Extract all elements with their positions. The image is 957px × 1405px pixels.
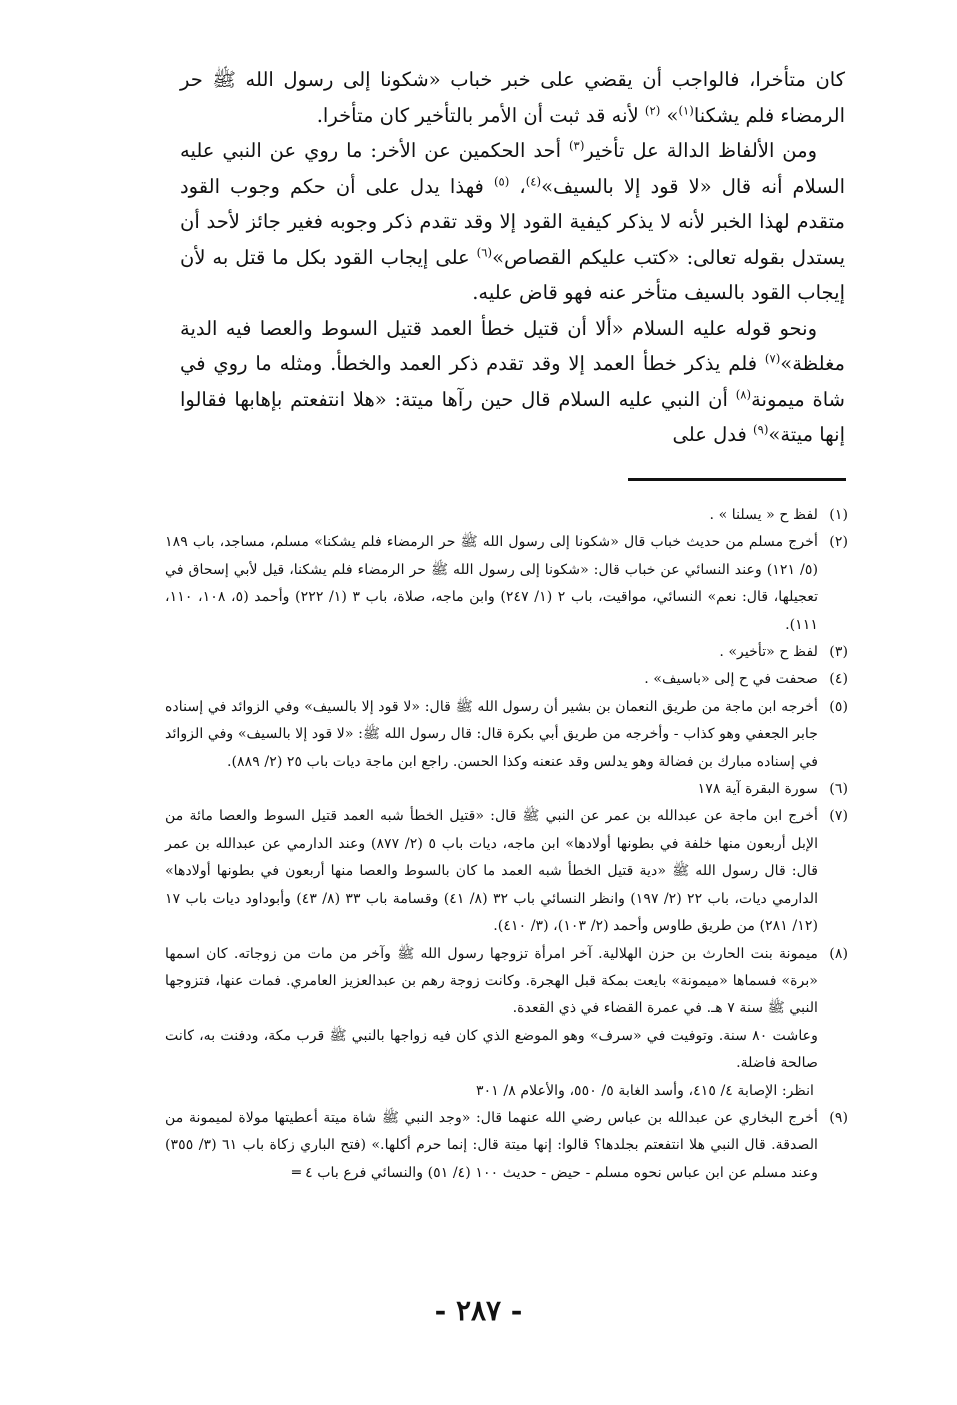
footnote-text: ميمونة بنت الحارث بن حزن الهلالية. آخر امرأة تزوجها رسول الله ﷺ وآخر من مات من زوجاته. كان اسمها «برة» فسماها «ميمونة» بايعت بمكة قبل الهجرة. وكانت زوجة رهم بن عبدالعزيز العامري. فمات عنها، فتزوجها النبي ﷺ سنة ٧ هـ. في عمرة القضاء في ذي القعدة. [165,945,818,1017]
footnote-ref-1[interactable]: (١) [678,103,694,117]
footnote-ref-7[interactable]: (٧) [764,351,781,366]
footnote-7 [165,803,848,940]
footnote-8-continuation: وعاشت ٨٠ سنة. وتوفيت في «سرف» وهو الموضع الذي كان فيه زواجها بالنبي ﷺ قرب مكة، ودفنت به، كانت صالحة فاضلة. [165,1027,819,1072]
footnote-8-references: انظر: الإصابة ٤/ ٤١٥، وأسد الغابة ٥/ ٥٥٠، والأعلام ٨/ ٣٠١ [476,1082,814,1099]
footnote-text: أخرج مسلم من حديث خباب قال «شكونا إلى رسول الله ﷺ حر الرمضاء فلم يشكنا» مسلم، مساجد، باب ١٨٩ (٥/ ١٢١) وعند النسائي عن خباب قال: «شكونا إلى رسول الله ﷺ حر الرمضاء فلم يشكنا، قيل لأبي إسحاق في تعجيلها، قال: نعم» النسائي، مواقيت، باب ٢ (١/ ٢٤٧) وابن ماجه، صلاة، باب ٣ (١/ ٢٢٢) وأحمد (٥، ١٠٨، ١١٠، ١١١). [165,534,819,633]
footnote-number: (٧) [829,808,848,825]
footnote-number: (٢) [829,534,848,551]
footnote-text: أخرج البخاري عن عبدالله بن عباس رضي الله عنهما قال: «وجد النبي ﷺ شاة ميتة أعطيتها مولاة لميمونة من الصدقة. قال النبي هلا انتفعتم بجلدها؟ قالوا: إنها ميتة قال: إنما حرم أكلها.» (فتح الباري زكاة باب ٦١ (٣/ ٣٥٥) وعند مسلم عن ابن عباس نحوه مسلم - حيض - حديث ١٠٠ (٤/ ٥١) والنسائي فرع باب ٤ ═ [165,1109,818,1181]
footnote-number: (٨) [829,945,848,962]
footnote-text: سورة البقرة آية ١٧٨ [697,781,818,798]
footnote-8 [165,941,848,1023]
footnote-3 [165,639,848,666]
paragraph-3: ونحو قوله عليه السلام «ألا أن قتيل خطأ العمد قتيل السوط والعصا فيه الدية مغلظة»$^{(٧)}$ فلم يذكر خطأ العمد إلا وقد تقدم ذكر العمد والخطأ. ومثله ما روي في شاة ميمونة$^{(٨)}$ أن النبي عليه السلام قال حين رآها ميتة: «هلا انتفعتم بإهابها فقالوا إنها ميتة»$^{(٩)}$ فدل على [180,316,845,446]
footnote-number: (٤) [829,671,848,688]
footnote-text: لفظ ح « يسلنا » . [709,507,818,523]
footnote-5 [165,694,848,776]
footnote-text: لفظ ح «تأخير» . [719,644,818,661]
footnote-separator-rule [628,478,846,481]
footnote-4 [165,666,848,693]
paragraph-2: ومن الألفاظ الدالة عل تأخير$^{(٣)}$ أحد الحكمين عن الأخر: ما روي عن النبي عليه السلام أنه قال «لا قود إلا بالسيف»$^{(٤)}$، $^{(٥)}$ فهذا يدل على أن حكم وجوب القود متقدم لهذا الخبر لأنه لا يذكر كيفية القود إلا وقد تقدم ذكر وجوبه فغير جائز لأحد أن يستدل بقوله تعالى: «كتب عليكم القصاص»$^{(٦)}$ على إيجاب القود بكل ما قتل به لأن إيجاب القود بالسيف متأخر عنه فهو قاض عليه. [180,138,846,304]
footnote-number: (٦) [829,781,848,798]
footnote-number: (٣) [829,644,848,661]
main-text [180,62,845,453]
footnote-ref-2[interactable]: (٢) [644,103,661,117]
footnote-ref-3[interactable]: (٣) [568,138,585,153]
footnote-9 [165,1105,848,1187]
footnote-ref-9[interactable]: (٩) [753,422,769,437]
footnote-ref-5[interactable]: (٥) [493,174,510,188]
footnote-ref-4[interactable]: (٤) [525,174,542,188]
footnote-2 [165,529,848,639]
footnote-text: أخرجه ابن ماجة من طريق النعمان بن بشير أن رسول الله ﷺ قال: «لا قود إلا بالسيف» وفي الزوائد في إسناده جابر الجعفي وهو كذاب - وأخرجه من طريق أبي بكرة قال: قال رسول الله ﷺ: «لا قود إلا بالسيف» وفي الزوائد في إسناده مبارك بن فضالة وهو يدلس وقد عنعنه وكذا الحسن. راجع ابن ماجة ديات باب ٢٥ (٢/ ٨٨٩). [165,698,818,770]
page-number: - ٢٨٧ - [434,1294,523,1327]
footnotes [165,502,848,1187]
footnote-ref-6[interactable]: (٦) [476,245,493,259]
footnote-text: صحفت في ح إلى «باسيف» . [644,671,818,688]
footnote-number: (٥) [829,698,848,715]
footnote-ref-8[interactable]: (٨) [735,387,752,401]
footnote-1 [165,502,848,529]
footnote-6 [165,776,848,803]
footnote-number: (٩) [829,1109,848,1126]
footnote-number: (١) [829,507,848,523]
paragraph-1: كان متأخرا، فالواجب أن يقضي على خبر خباب «شكونا إلى رسول الله ﷺ حر الرمضاء فلم يشكنا$^{(١)}$» $^{(٢)}$ لأنه قد ثبت أن الأمر بالتأخير كان متأخرا. [180,68,845,127]
footnote-text: أخرج ابن ماجة عن عبدالله بن عمر عن النبي ﷺ قال: «قتيل الخطأ شبه العمد قتيل السوط والعصا مائة من الإبل أربعون منها خلفة في بطونها أولادها» ابن ماجه، ديات باب ٥ (٢/ ٨٧٧) وعند الدارمي عن عبدالله بن عمر قال: قال رسول الله ﷺ «دية قتيل الخطأ شبه العمد ما كان بالسوط والعصا منها أربعون في بطونها أولادها» الدارمي ديات، باب ٢٢ (٢/ ١٩٧) وانظر النسائي باب ٣٢ (٨/ ٤١) وقسامة باب ٣٣ (٨/ ٤٣) وأبوداود ديات باب ١٧ (١٢/ ٢٨١) من طريق طاوس وأحمد (٢/ ١٠٣)، (٣/ ٤١٠). [165,808,819,935]
